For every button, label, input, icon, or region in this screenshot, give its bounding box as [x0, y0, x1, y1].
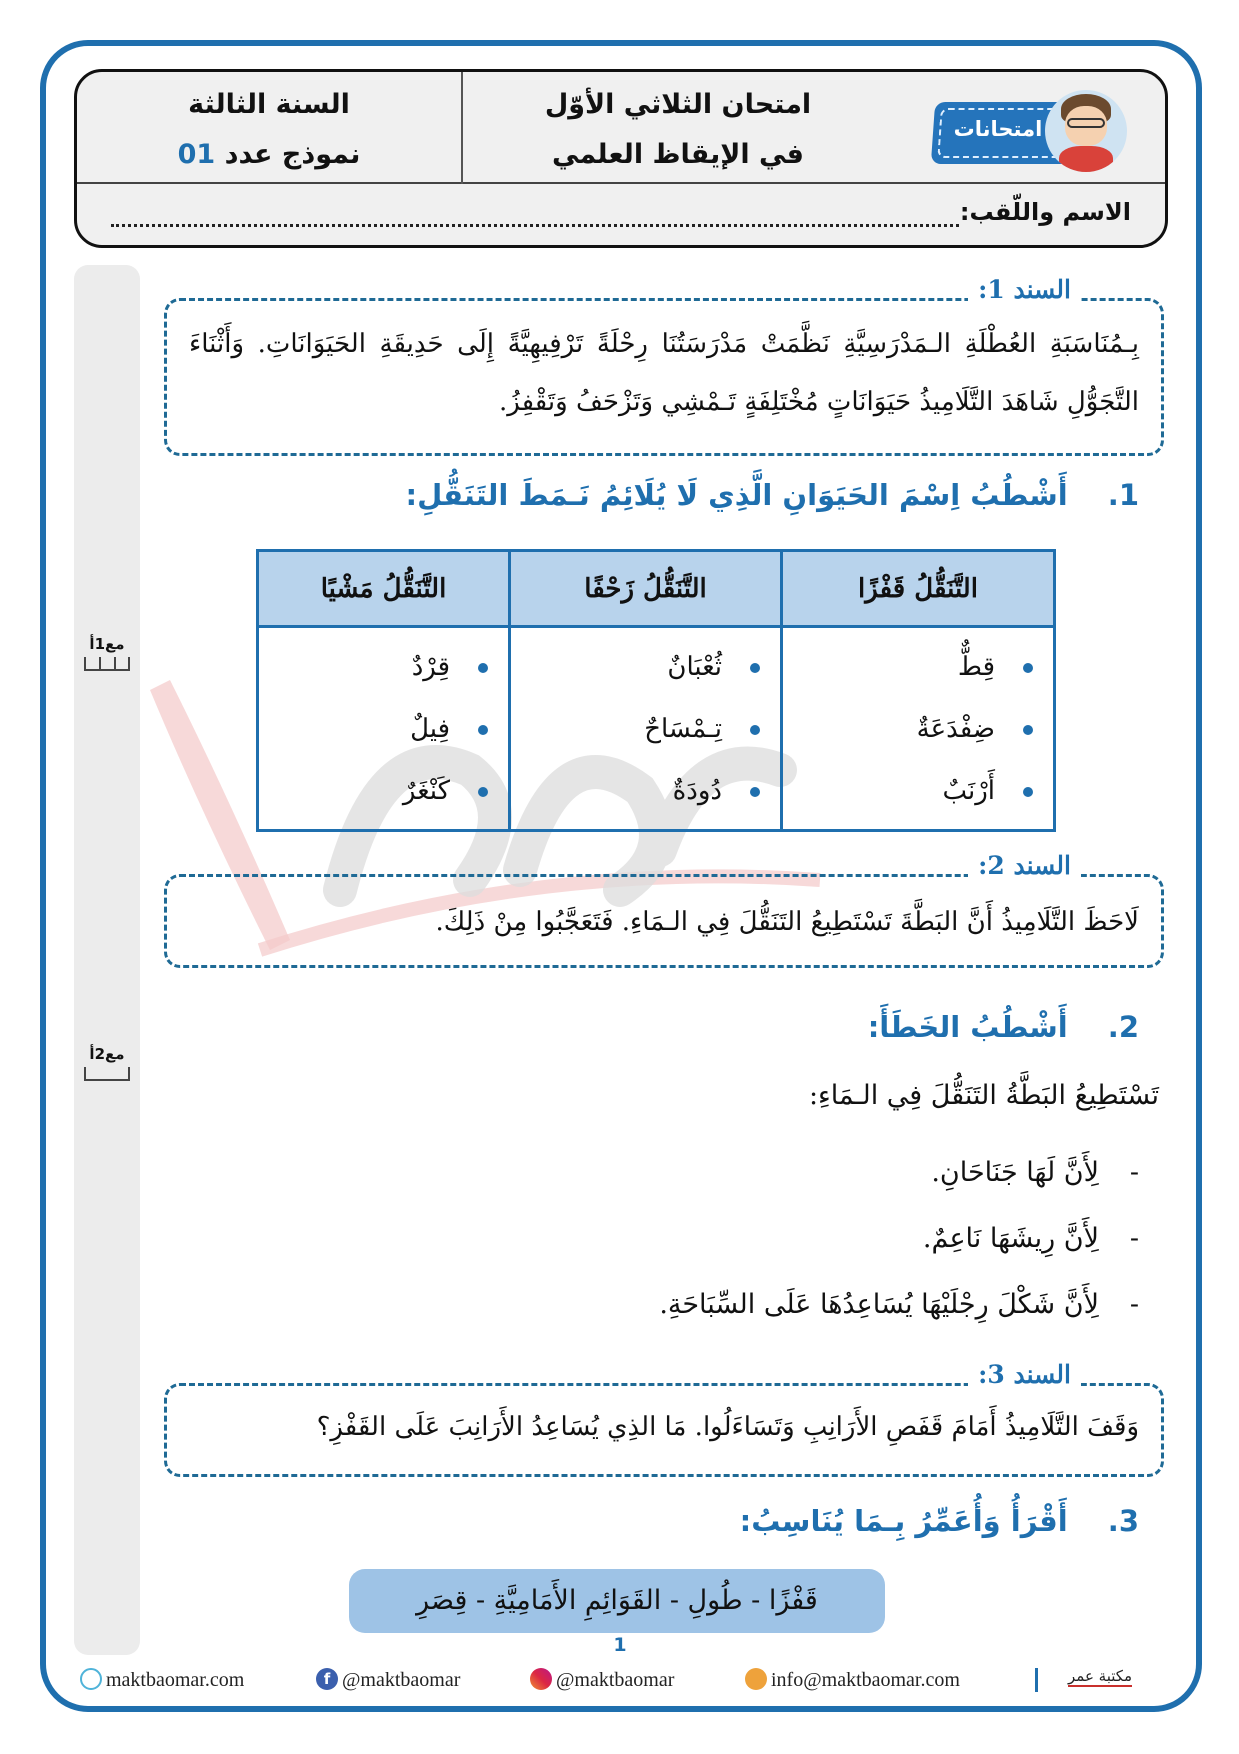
score-box[interactable] — [84, 1067, 130, 1081]
footer-facebook[interactable]: f @maktbaomar — [316, 1665, 460, 1695]
model-label — [77, 130, 461, 180]
question-3 — [740, 1504, 1139, 1538]
sanad-1-box — [164, 275, 1164, 456]
bullet-icon — [750, 725, 760, 735]
bullet-icon — [1023, 725, 1033, 735]
column-crawling — [510, 627, 782, 831]
exam-title-line2: في الإيقاظ العلمي — [552, 139, 804, 170]
bullet-icon — [478, 663, 488, 673]
list-item[interactable]: ثُعْبَانٌ — [511, 636, 760, 698]
bullet-icon — [750, 787, 760, 797]
dash-bullet: - — [1129, 1223, 1139, 1254]
column-header-crawling: التَّنَقُّلُ زَحْفًا — [510, 551, 782, 627]
bullet-icon — [1023, 787, 1033, 797]
page-number: 1 — [613, 1634, 627, 1656]
name-label: الاسم واللّقب: — [959, 198, 1131, 226]
choice-item[interactable]: -لِأَنَّ رِيشَهَا نَاعِمٌ. — [659, 1206, 1139, 1272]
movement-table — [256, 549, 1056, 832]
choice-item[interactable]: -لِأَنَّ شَكْلَ رِجْلَيْهَا يُسَاعِدُهَا عَلَى السِّبَاحَةِ. — [659, 1272, 1139, 1338]
question-1 — [406, 478, 1140, 512]
sanad-3-box — [164, 1360, 1164, 1477]
student-name-row — [77, 184, 1165, 248]
question-1-number: 1. — [1107, 478, 1139, 512]
sanad-2-title: السند 2: — [968, 851, 1081, 880]
exam-header — [74, 69, 1168, 248]
column-header-jumping: التَّنَقُّلُ قَفْزًا — [781, 551, 1054, 627]
question-2-number: 2. — [1107, 1010, 1139, 1044]
sanad-1-title: السند 1: — [968, 275, 1081, 304]
dash-bullet: - — [1129, 1289, 1139, 1320]
brand-logo: مكتبة عمر — [1068, 1667, 1133, 1685]
logo-text: امتحانات — [953, 117, 1043, 141]
dash-bullet: - — [1129, 1157, 1139, 1188]
model-number: 01 — [177, 139, 216, 170]
footer-separator — [1035, 1668, 1038, 1692]
question-2-choices — [659, 1140, 1139, 1338]
list-item[interactable]: قِطٌّ — [783, 636, 1033, 698]
list-item[interactable]: أَرْنَبٌ — [783, 760, 1033, 822]
exam-title-block — [463, 72, 893, 184]
question-2 — [868, 1010, 1139, 1044]
column-header-walking: التَّنَقُّلُ مَشْيًا — [258, 551, 510, 627]
column-walking — [258, 627, 510, 831]
bullet-icon — [478, 725, 488, 735]
question-2-stem: تَسْتَطِيعُ البَطَّةُ التَنَقُّلَ فِي الـمَاءِ: — [808, 1080, 1159, 1111]
criterion-label: مع2أ — [89, 1045, 125, 1063]
sanad-2-text: لَاحَظَ التَّلَامِيذُ أَنَّ البَطَّةَ تَسْتَطِيعُ التَنَقُّلَ فِي الـمَاءِ. فَتَعَجَّبُوا مِنْ ذَلِكَ. — [435, 907, 1139, 937]
list-item[interactable]: ضِفْدَعَةٌ — [783, 698, 1033, 760]
name-field[interactable] — [111, 224, 959, 227]
list-item[interactable]: تِـمْسَاحٌ — [511, 698, 760, 760]
grade-block — [77, 72, 461, 184]
choice-item[interactable]: -لِأَنَّ لَهَا جَنَاحَانِ. — [659, 1140, 1139, 1206]
criterion-mark-1 — [74, 635, 140, 671]
sanad-1-text: بِـمُنَاسَبَةِ العُطْلَةِ الـمَدْرَسِيَّةِ نَظَّمَتْ مَدْرَسَتُنَا رِحْلَةً تَرْفِيهِيَّةً إِلَى حَدِيقَةِ الحَيَوَانَاتِ. وَأَثْنَاءَ التَّجَوُّلِ شَاهَدَ التَّلَامِيذُ حَيَوَانَاتٍ مُخْتَلِفَةٍ تَـمْشِي وَتَزْحَفُ وَتَقْفِزُ. — [189, 329, 1139, 417]
facebook-icon: f — [316, 1668, 338, 1690]
criterion-mark-2 — [74, 1045, 140, 1081]
header-top-row — [77, 72, 1165, 184]
question-3-text: أَقْرَأُ وَأُعَمِّرُ بِـمَا يُنَاسِبُ: — [739, 1504, 1068, 1538]
question-3-number: 3. — [1107, 1504, 1139, 1538]
instagram-icon — [530, 1668, 552, 1690]
footer-email[interactable]: info@maktbaomar.com — [745, 1665, 960, 1695]
grade-label: السنة الثالثة — [188, 89, 350, 120]
bullet-icon — [478, 787, 488, 797]
column-jumping — [781, 627, 1054, 831]
question-2-text: أَشْطُبُ الخَطَأَ: — [867, 1010, 1068, 1044]
mail-icon — [745, 1668, 767, 1690]
exams-logo — [933, 86, 1129, 174]
sanad-3-text: وَقَفَ التَّلَامِيذُ أَمَامَ قَفَصِ الأَرَانِبِ وَتَسَاءَلُوا. مَا الذِي يُسَاعِدُ الأَرَانِبَ عَلَى القَفْزِ؟ — [316, 1412, 1139, 1442]
bullet-icon — [750, 663, 760, 673]
question-1-text: أَشْطُبُ اِسْمَ الحَيَوَانِ الَّذِي لَا يُلَائِمُ نَـمَطَ التَنَقُّلِ: — [405, 478, 1068, 512]
word-bank: قَفْزًا - طُولِ - القَوَائِمِ الأَمَامِيَّةِ - قِصَرِ — [349, 1569, 885, 1633]
score-box[interactable] — [84, 657, 130, 671]
list-item[interactable]: فِيلٌ — [259, 698, 488, 760]
globe-icon — [80, 1668, 102, 1690]
model-prefix: نموذج عدد — [224, 139, 361, 170]
sanad-3-title: السند 3: — [968, 1360, 1081, 1389]
sanad-2-box — [164, 851, 1164, 968]
list-item[interactable]: كَنْغَرٌ — [259, 760, 488, 822]
exam-title-line1: امتحان الثلاثي الأوّل — [544, 89, 812, 120]
grading-column — [74, 265, 140, 1655]
list-item[interactable]: قِرْدٌ — [259, 636, 488, 698]
footer-website[interactable]: maktbaomar.com — [80, 1665, 244, 1695]
mascot-icon — [1045, 90, 1127, 172]
footer-instagram[interactable]: @maktbaomar — [530, 1665, 674, 1695]
bullet-icon — [1023, 663, 1033, 673]
criterion-label: مع1أ — [89, 635, 125, 653]
footer — [80, 1665, 1160, 1695]
list-item[interactable]: دُودَةٌ — [511, 760, 760, 822]
